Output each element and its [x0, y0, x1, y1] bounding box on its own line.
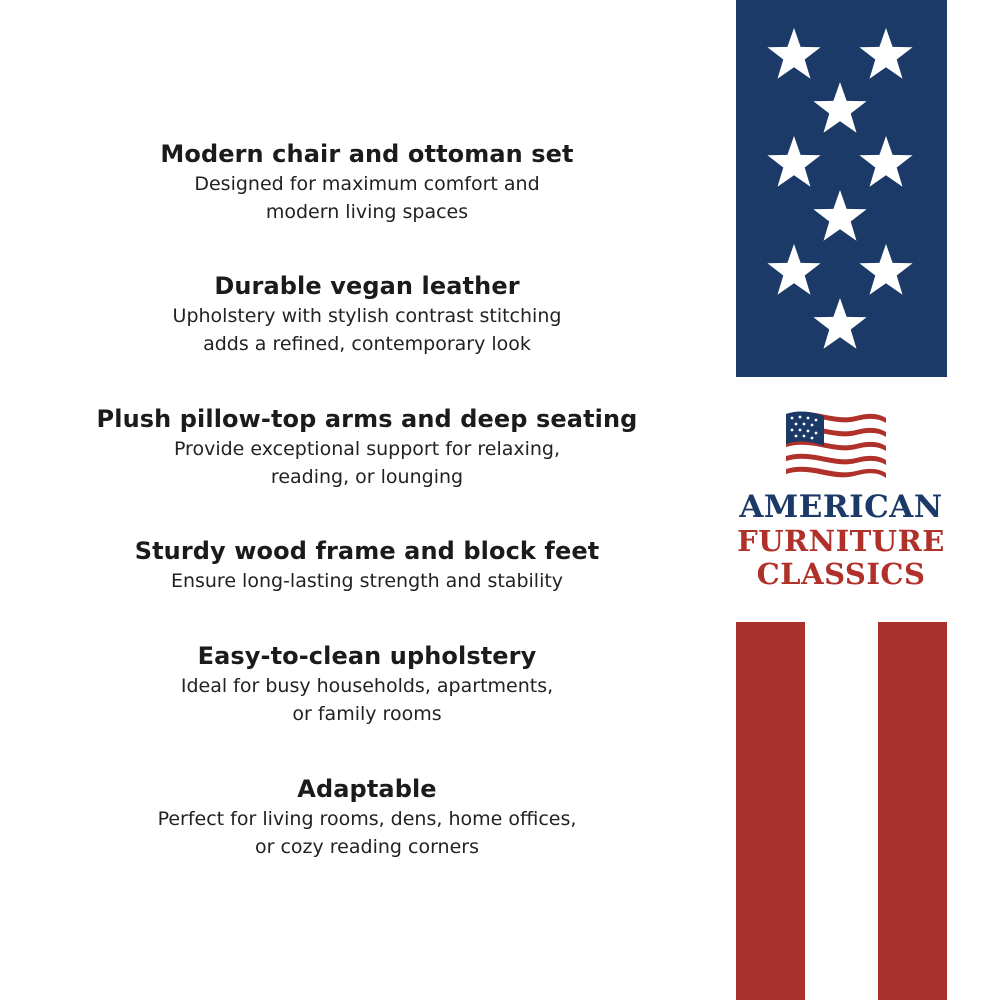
- feature-description: modern living spaces: [265, 201, 469, 223]
- brand-line-3: CLASSICS: [756, 557, 926, 591]
- brand-logo: [716, 396, 966, 602]
- feature-description: reading, or lounging: [270, 466, 464, 488]
- brand-line-1: AMERICAN: [739, 489, 943, 525]
- feature-item-adaptable: [82, 773, 652, 861]
- red-stripe: [736, 622, 805, 1000]
- feature-description: or family rooms: [292, 703, 442, 725]
- feature-description: Ideal for busy households, apartments,: [180, 675, 554, 697]
- star-panel: [736, 0, 947, 377]
- american-flag-icon: [782, 408, 890, 484]
- feature-title: Easy-to-clean upholstery: [197, 642, 537, 670]
- brand-line-2: FURNITURE: [737, 524, 945, 558]
- feature-item-wood-frame: [82, 535, 652, 595]
- feature-item-easy-clean: [82, 640, 652, 728]
- star-icon: [859, 136, 912, 187]
- feature-description: Ensure long-lasting strength and stability: [170, 570, 564, 592]
- feature-description: Perfect for living rooms, dens, home offices,: [157, 808, 577, 830]
- star-icon: [767, 28, 820, 79]
- feature-item-pillow-top: [82, 403, 652, 491]
- feature-description: Provide exceptional support for relaxing,: [173, 438, 561, 460]
- feature-description: or cozy reading corners: [254, 836, 479, 858]
- feature-description: adds a refined, contemporary look: [203, 333, 531, 355]
- feature-item-vegan-leather: [82, 270, 652, 358]
- feature-description: Designed for maximum comfort and: [194, 173, 540, 195]
- feature-title: Modern chair and ottoman set: [160, 140, 574, 168]
- feature-title: Sturdy wood frame and block feet: [134, 537, 600, 565]
- star-icon: [813, 190, 866, 241]
- star-icon: [859, 28, 912, 79]
- feature-title: Plush pillow-top arms and deep seating: [96, 405, 638, 433]
- feature-description: Upholstery with stylish contrast stitching: [172, 305, 562, 327]
- star-icon: [767, 244, 820, 295]
- star-icon: [813, 82, 866, 133]
- star-icon: [813, 298, 866, 349]
- feature-title: Durable vegan leather: [214, 272, 520, 300]
- feature-item-modern-set: [82, 138, 652, 226]
- star-icon: [767, 136, 820, 187]
- feature-title: Adaptable: [297, 775, 437, 803]
- star-icon: [859, 244, 912, 295]
- red-stripe: [878, 622, 947, 1000]
- star-panel-icon: [736, 0, 947, 377]
